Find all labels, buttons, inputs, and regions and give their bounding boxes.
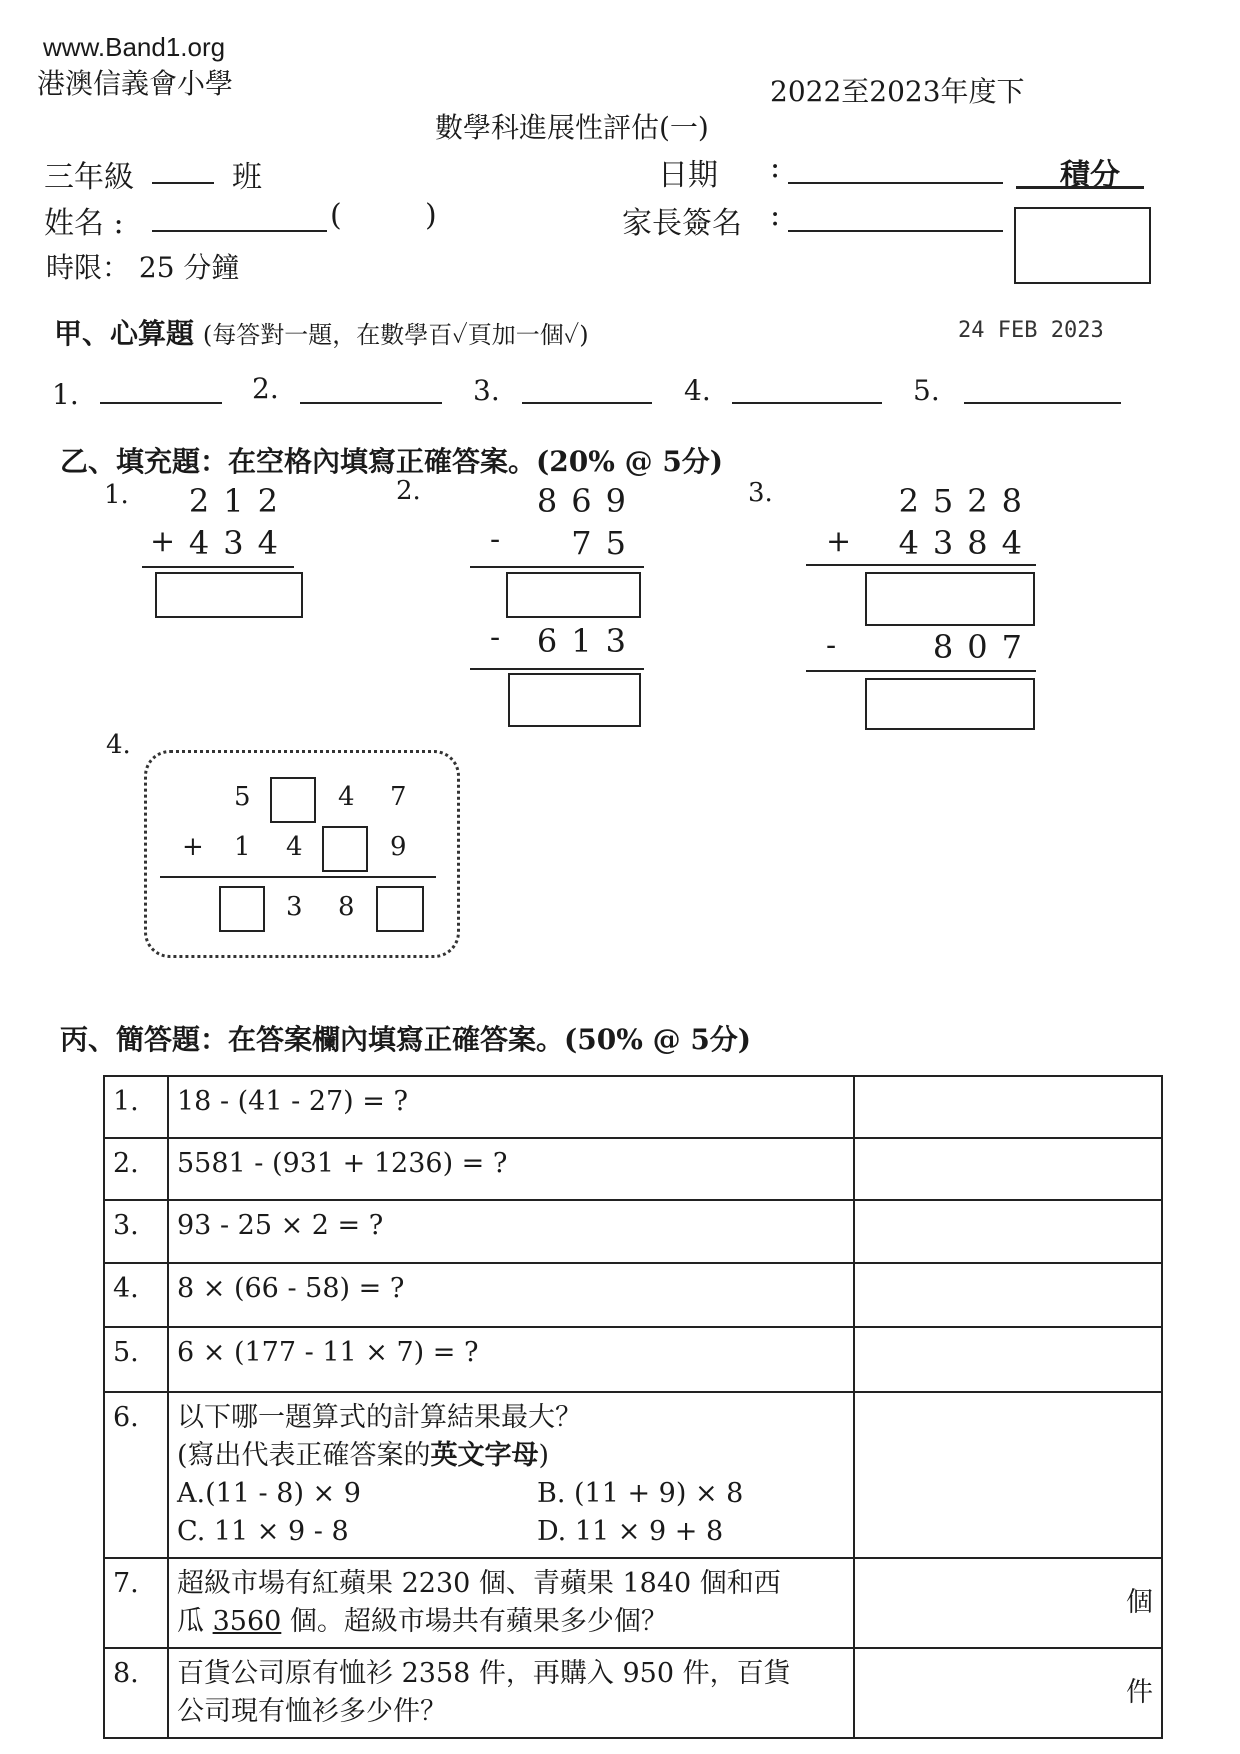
section-b-title: 乙、填充題：在空格內填寫正確答案。(20% @ 5分) (60, 445, 724, 478)
mental-item-3-number: 3. (473, 374, 500, 407)
q4-row2-digit-3: 9 (390, 832, 407, 862)
q6-line2-post: ) (538, 1440, 550, 1471)
table-row (104, 1076, 1162, 1138)
row-number: 4. (104, 1263, 168, 1327)
row-number: 2. (104, 1138, 168, 1200)
q4-row2-digit-1: 1 (234, 832, 251, 862)
fill-q1-answer-box[interactable] (155, 572, 303, 618)
q7-line2-underlined: 3560 (212, 1606, 282, 1637)
q6-line2 (177, 1437, 845, 1475)
mental-item-4-blank[interactable] (732, 402, 882, 404)
q7-line2-post: 個。超級市場共有蘋果多少個？ (281, 1606, 668, 1637)
fill-q3-rule-2 (806, 670, 1036, 672)
fill-q2-top: 869 (536, 482, 640, 520)
mental-item-2-number: 2. (252, 372, 279, 405)
fill-q3-number: 3. (748, 478, 773, 508)
parent-signature-blank[interactable] (788, 230, 1003, 232)
answer-cell[interactable] (854, 1392, 1162, 1558)
website-watermark: www.Band1.org (43, 32, 226, 62)
answer-cell[interactable] (854, 1327, 1162, 1392)
fill-q4-number: 4. (106, 730, 131, 760)
q7-line2-pre: 瓜 (177, 1606, 213, 1637)
answer-cell[interactable] (854, 1200, 1162, 1263)
section-c-title: 丙、簡答題：在答案欄內填寫正確答案。(50% @ 5分) (60, 1023, 752, 1056)
mental-item-5-number: 5. (913, 374, 940, 407)
fill-q2-operator-2: - (490, 620, 501, 655)
fill-q1-operator: + (150, 524, 176, 559)
answer-cell[interactable] (854, 1263, 1162, 1327)
q4-row3-missing-box-1[interactable] (219, 886, 265, 932)
table-row (104, 1263, 1162, 1327)
q6-line1: 以下哪一題算式的計算結果最大？ (177, 1402, 582, 1433)
q6-option-c: C. 11 × 9 - 8 (177, 1516, 349, 1547)
q6-option-b: B. (11 + 9) × 8 (537, 1478, 744, 1509)
score-box[interactable] (1014, 207, 1151, 284)
mental-item-2-blank[interactable] (300, 402, 442, 404)
short-answer-table (103, 1075, 1163, 1739)
q6-options-cd (177, 1513, 845, 1551)
q4-rule (160, 876, 436, 878)
date-label: 日期 (658, 158, 718, 193)
fill-q3-third: 807 (932, 628, 1036, 666)
question-text: 93 - 25 × 2 = ? (168, 1200, 854, 1263)
table-row (104, 1138, 1162, 1200)
q7-line2 (177, 1603, 845, 1641)
class-blank[interactable] (152, 182, 214, 184)
q6-line2-bold: 英文字母 (430, 1440, 539, 1471)
mental-item-5-blank[interactable] (964, 402, 1121, 404)
question-text: 6 × (177 - 11 × 7) = ? (168, 1327, 854, 1392)
table-row (104, 1558, 1162, 1648)
q7-unit: 個 (1126, 1587, 1153, 1618)
q4-row3-digit-1: 3 (286, 892, 303, 922)
fill-q1-top: 212 (188, 482, 292, 520)
fill-q2-rule-1 (470, 566, 644, 568)
class-number-close: ) (425, 198, 437, 233)
question-8-text (168, 1648, 854, 1738)
row-number: 8. (104, 1648, 168, 1738)
q4-row1-digit-2: 4 (338, 782, 355, 812)
table-row (104, 1392, 1162, 1558)
q8-unit: 件 (1126, 1677, 1153, 1708)
date-blank[interactable] (788, 182, 1003, 184)
answer-cell[interactable] (854, 1138, 1162, 1200)
question-text: 8 × (66 - 58) = ? (168, 1263, 854, 1327)
fill-q2-answer-box-1[interactable] (506, 572, 641, 618)
q4-operator: + (182, 832, 204, 862)
q4-row3-digit-2: 8 (338, 892, 355, 922)
mental-item-3-blank[interactable] (522, 402, 652, 404)
section-a-heading (54, 312, 589, 352)
fill-q2-second: 75 (571, 524, 640, 562)
mental-item-4-number: 4. (684, 374, 711, 407)
name-blank[interactable] (152, 230, 327, 232)
q8-line2: 公司現有恤衫多少件？ (177, 1696, 447, 1727)
score-label: 積分 (1060, 158, 1120, 193)
q7-line1: 超級市場有紅蘋果 2230 個、青蘋果 1840 個和西 (177, 1568, 781, 1599)
table-row (104, 1327, 1162, 1392)
mental-item-1-number: 1. (52, 378, 79, 411)
q6-option-a: A.(11 - 8) × 9 (177, 1478, 361, 1509)
fill-q3-answer-box-2[interactable] (865, 678, 1035, 730)
page-title: 數學科進展性評估(一) (435, 111, 709, 144)
fill-q1-second: 434 (188, 524, 292, 562)
row-number: 6. (104, 1392, 168, 1558)
signature-colon: : (770, 198, 781, 233)
date-colon: : (770, 150, 781, 185)
section-a-note: (每答對一題，在數學百✓頁加一個✓) (202, 321, 589, 349)
table-row (104, 1200, 1162, 1263)
fill-q3-rule-1 (806, 564, 1036, 566)
q8-line1: 百貨公司原有恤衫 2358 件，再購入 950 件，百貨 (177, 1658, 791, 1689)
question-text: 18 - (41 - 27) = ? (168, 1076, 854, 1138)
fill-q2-answer-box-2[interactable] (508, 673, 641, 727)
fill-q2-third: 613 (536, 622, 640, 660)
fill-q3-answer-box-1[interactable] (865, 572, 1035, 626)
answer-cell[interactable] (854, 1558, 1162, 1648)
row-number: 7. (104, 1558, 168, 1648)
q4-row2-digit-2: 4 (286, 832, 303, 862)
section-a-title: 甲、心算題 (54, 317, 195, 350)
table-row (104, 1648, 1162, 1738)
date-stamp: 24 FEB 2023 (958, 318, 1104, 343)
q4-row3-missing-box-2[interactable] (376, 886, 424, 932)
q6-line2-pre: (寫出代表正確答案的 (177, 1440, 431, 1471)
q6-options-ab (177, 1475, 845, 1513)
fill-q2-number: 2. (396, 476, 421, 506)
name-label: 姓名 : (44, 206, 124, 241)
fill-q3-second: 4384 (898, 524, 1036, 562)
fill-q1-number: 1. (104, 480, 129, 510)
fill-q3-operator-1: + (826, 524, 852, 559)
fill-q2-rule-2 (470, 668, 644, 670)
question-7-text (168, 1558, 854, 1648)
mental-item-1-blank[interactable] (100, 402, 222, 404)
fill-q2-operator-1: - (490, 522, 501, 557)
question-6-text (168, 1392, 854, 1558)
class-label: 三年級 (44, 160, 134, 195)
q4-row1-missing-box[interactable] (270, 777, 316, 823)
answer-cell[interactable] (854, 1648, 1162, 1738)
answer-cell[interactable] (854, 1076, 1162, 1138)
school-name: 港澳信義會小學 (37, 67, 234, 100)
school-year: 2022至2023年度下 (770, 75, 1025, 108)
time-limit: 時限： 25 分鐘 (46, 251, 240, 284)
q4-row1-digit-1: 5 (234, 782, 251, 812)
fill-q3-operator-2: - (826, 628, 837, 663)
question-text: 5581 - (931 + 1236) = ? (168, 1138, 854, 1200)
q6-option-d: D. 11 × 9 + 8 (537, 1516, 724, 1547)
q4-row2-missing-box[interactable] (322, 826, 368, 872)
row-number: 1. (104, 1076, 168, 1138)
row-number: 3. (104, 1200, 168, 1263)
fill-q3-top: 2528 (898, 482, 1036, 520)
parent-signature-label: 家長簽名 (622, 206, 742, 241)
class-suffix: 班 (232, 160, 262, 195)
score-top-line (1016, 186, 1144, 189)
class-number-open: ( (330, 198, 342, 233)
q4-row1-digit-3: 7 (390, 782, 407, 812)
fill-q1-rule (142, 566, 294, 568)
row-number: 5. (104, 1327, 168, 1392)
